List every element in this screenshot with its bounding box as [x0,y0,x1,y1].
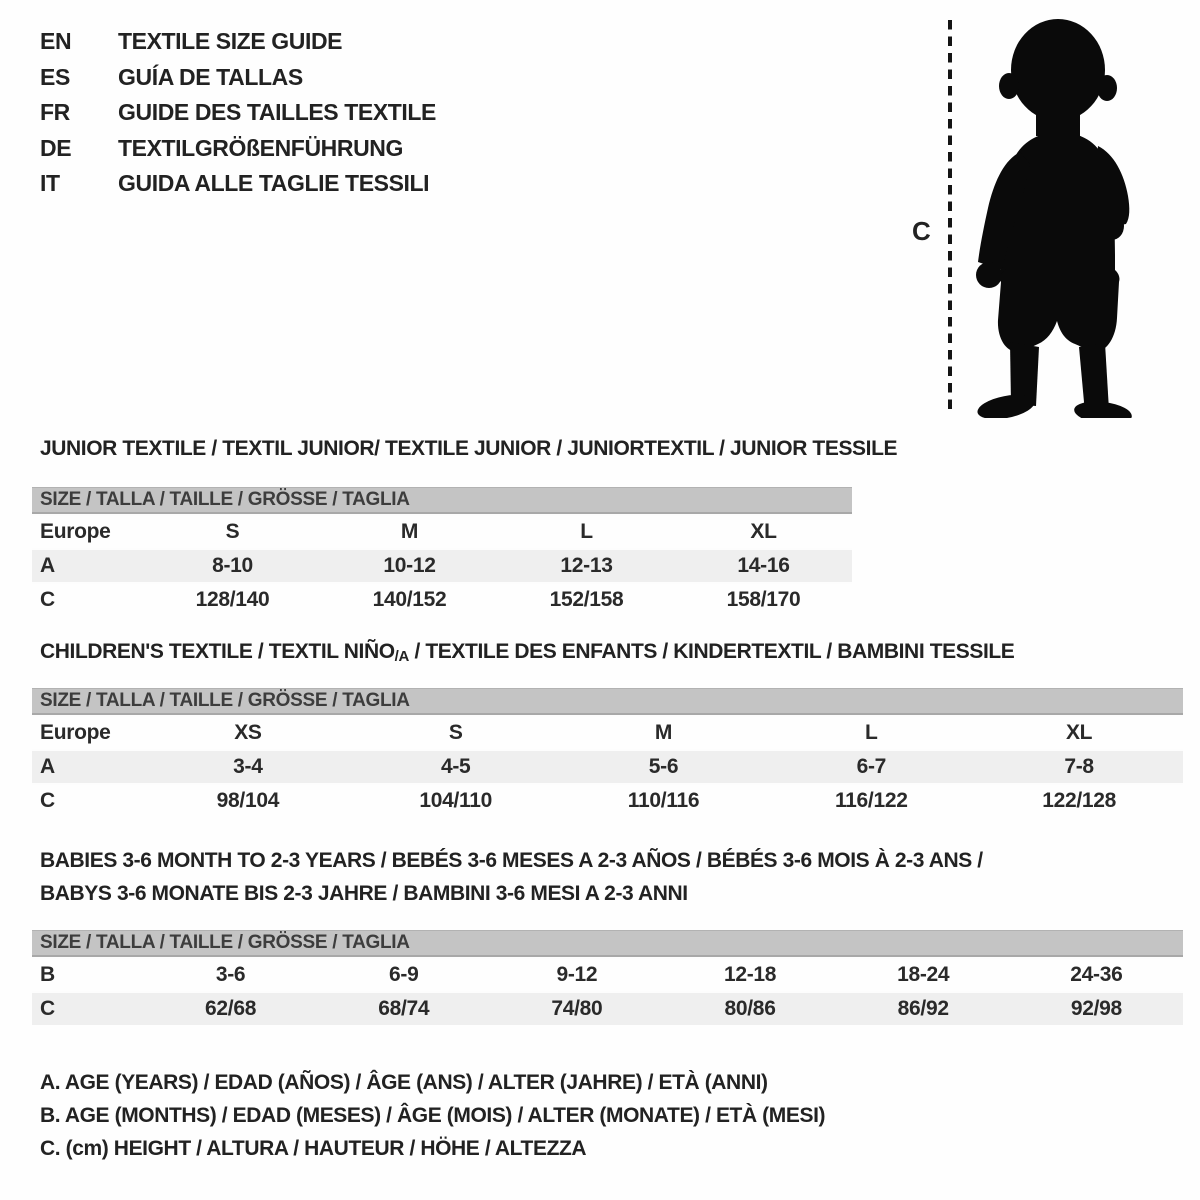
children-heading-pre: CHILDREN'S TEXTILE / TEXTIL NIÑO [40,640,395,663]
column-header-cell: S [352,716,560,750]
column-header-cell: M [560,716,768,750]
height-measure-label: C [912,216,931,246]
language-row-it [40,166,436,202]
junior-section-heading: JUNIOR TEXTILE / TEXTIL JUNIOR/ TEXTILE JUNIOR / JUNIORTEXTIL / JUNIOR TESSILE [40,437,898,460]
babies-heading-line2: BABYS 3-6 MONATE BIS 2-3 JAHRE / BAMBINI 3-6 MESI A 2-3 ANNI [40,882,688,905]
value-cell: 62/68 [144,992,317,1025]
size-header-bar: SIZE / TALLA / TAILLE / GRÖSSE / TAGLIA [32,688,1183,715]
row-label-cell: C [32,784,144,817]
column-header-cell: XL [675,515,852,549]
children-heading-post: / TEXTILE DES ENFANTS / KINDERTEXTIL / BAMBINI TESSILE [409,640,1015,663]
babies-heading-line1: BABIES 3-6 MONTH TO 2-3 YEARS / BEBÉS 3-6 MESES A 2-3 AÑOS / BÉBÉS 3-6 MOIS À 2-3 ANS / [40,849,983,872]
footnote-b: B. AGE (MONTHS) / EDAD (MESES) / ÂGE (MOIS) / ALTER (MONATE) / ETÀ (MESI) [40,1104,826,1127]
value-cell: 6-9 [317,958,490,992]
table-row-columns [32,515,852,549]
table-row-c [32,992,1183,1025]
value-cell: 116/122 [767,784,975,817]
babies-section-heading [40,844,983,910]
value-cell: 10-12 [321,549,498,583]
value-cell: 4-5 [352,750,560,784]
value-cell: 7-8 [975,750,1183,784]
value-cell: 86/92 [837,992,1010,1025]
value-cell: 158/170 [675,583,852,616]
table-row-b [32,958,1183,992]
guide-title: TEXTILGRÖßENFÜHRUNG [118,134,403,161]
guide-title: TEXTILE SIZE GUIDE [118,28,343,54]
value-cell: 12-13 [498,549,675,583]
column-header-cell: M [321,515,498,549]
language-row-fr [40,95,436,131]
guide-title: GUIDA ALLE TAGLIE TESSILI [118,170,430,196]
children-table [32,715,1183,817]
value-cell: 122/128 [975,784,1183,817]
size-header-bar: SIZE / TALLA / TAILLE / GRÖSSE / TAGLIA [32,930,1183,957]
value-cell: 12-18 [663,958,836,992]
value-cell: 3-6 [144,958,317,992]
row-label-cell: C [32,583,144,616]
guide-title: GUIDE DES TAILLES TEXTILE [118,99,436,125]
value-cell: 128/140 [144,583,321,616]
table-row-c [32,583,852,616]
children-section-heading [40,640,1014,665]
babies-size-table [32,930,1183,1025]
column-header-cell: S [144,515,321,549]
column-header-cell: L [498,515,675,549]
value-cell: 92/98 [1010,992,1183,1025]
row-label-cell: C [32,992,144,1025]
value-cell: 8-10 [144,549,321,583]
value-cell: 80/86 [663,992,836,1025]
column-header-cell: L [767,716,975,750]
toddler-silhouette-icon [975,19,1133,418]
footnote-a: A. AGE (YEARS) / EDAD (AÑOS) / ÂGE (ANS) / ALTER (JAHRE) / ETÀ (ANNI) [40,1071,768,1094]
size-header-bar: SIZE / TALLA / TAILLE / GRÖSSE / TAGLIA [32,487,852,514]
value-cell: 24-36 [1010,958,1183,992]
row-label-cell: A [32,549,144,583]
value-cell: 14-16 [675,549,852,583]
table-row-a [32,750,1183,784]
language-title-block [40,24,436,202]
value-cell: 140/152 [321,583,498,616]
table-row-c [32,784,1183,817]
language-code: EN [40,28,72,54]
value-cell: 18-24 [837,958,1010,992]
table-row-columns [32,716,1183,750]
language-row-en [40,24,436,60]
guide-title: GUÍA DE TALLAS [118,63,303,90]
column-header-cell: Europe [32,716,144,750]
value-cell: 104/110 [352,784,560,817]
column-header-cell: XS [144,716,352,750]
row-label-cell: A [32,750,144,784]
value-cell: 6-7 [767,750,975,784]
children-heading-sub: /A [394,648,410,665]
language-code: ES [40,63,70,90]
value-cell: 98/104 [144,784,352,817]
junior-table [32,514,852,616]
value-cell: 9-12 [490,958,663,992]
row-label-cell: B [32,958,144,992]
language-code: DE [40,134,72,161]
language-code: FR [40,99,70,125]
footnotes-block [40,1066,825,1165]
language-row-de [40,131,436,167]
language-row-es [40,60,436,96]
toddler-silhouette-figure [900,12,1200,418]
junior-size-table [32,487,852,616]
column-header-cell: XL [975,716,1183,750]
value-cell: 74/80 [490,992,663,1025]
table-row-a [32,549,852,583]
value-cell: 5-6 [560,750,768,784]
children-size-table [32,688,1183,817]
value-cell: 110/116 [560,784,768,817]
babies-table [32,957,1183,1025]
column-header-cell: Europe [32,515,144,549]
value-cell: 152/158 [498,583,675,616]
language-code: IT [40,170,60,196]
value-cell: 68/74 [317,992,490,1025]
value-cell: 3-4 [144,750,352,784]
footnote-c: C. (cm) HEIGHT / ALTURA / HAUTEUR / HÖHE / ALTEZZA [40,1137,587,1160]
